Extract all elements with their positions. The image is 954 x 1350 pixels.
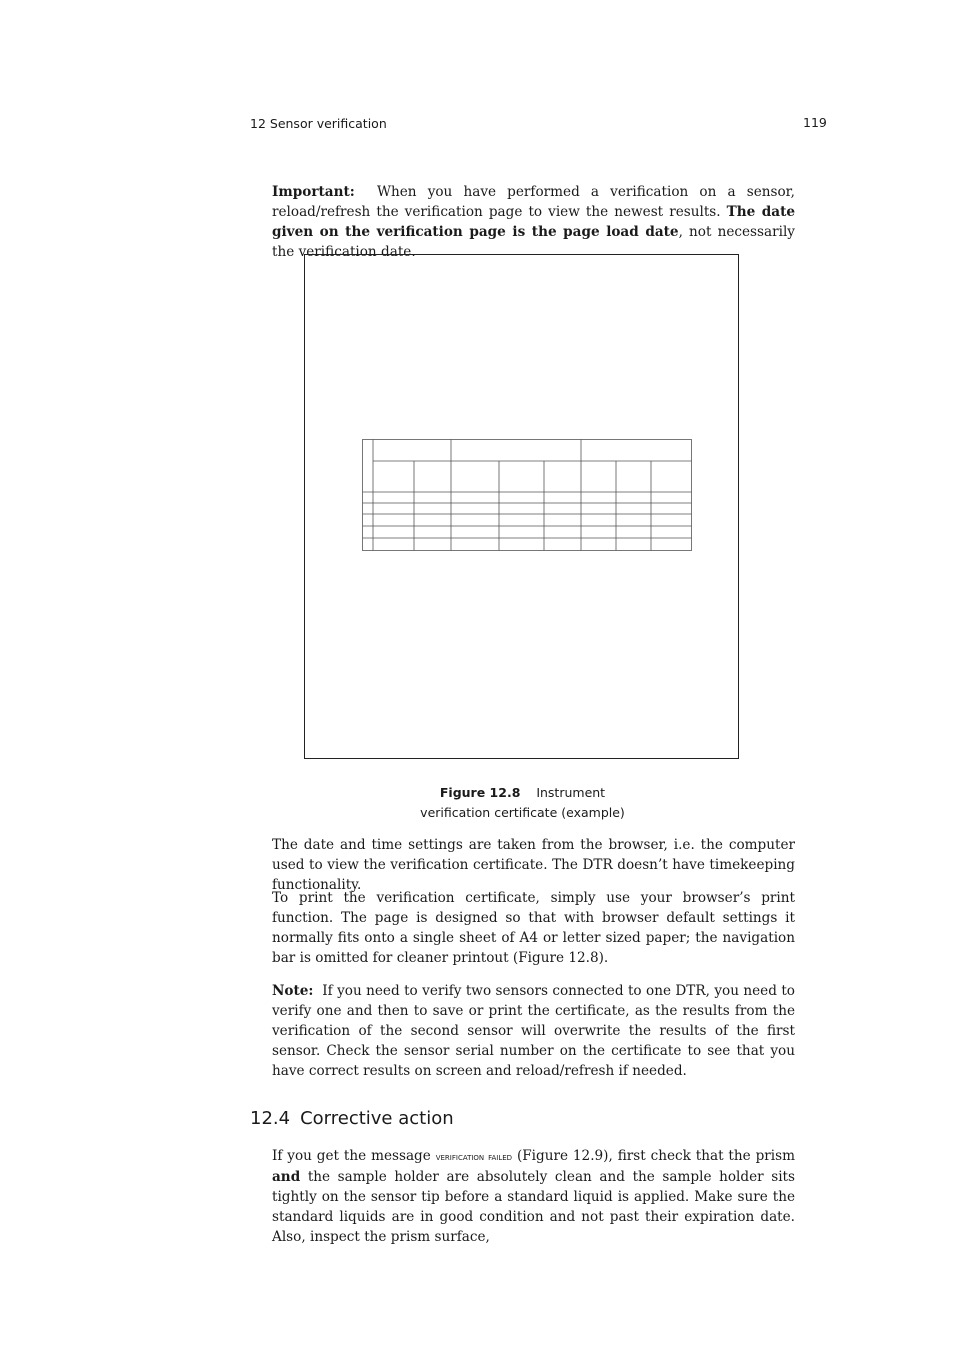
corrective-paragraph	[272, 1146, 795, 1247]
running-head: 12 Sensor verification	[250, 116, 387, 131]
note-label: Note:	[272, 983, 314, 999]
verification-failed-message: verification failed	[435, 1151, 513, 1163]
note-paragraph	[272, 981, 795, 1081]
section-heading	[250, 1108, 454, 1129]
note-text: If you need to verify two sensors connected to one DTR, you need to verify one and then to save or print the certificate, as the results from the verification of the second sensor will overwrite the results of the first sensor. Check the sensor serial number on the certificate to see that you have correct results on screen and reload/refresh if needed.	[272, 983, 795, 1079]
corrective-bold-and: and	[272, 1169, 301, 1185]
important-bold-text: The date given on the verification page is the page load date	[272, 204, 795, 240]
section-title: Corrective action	[300, 1108, 454, 1129]
print-paragraph: To print the verification certificate, simply use your browser’s print function. The page is designed so that with browser default settings it normally fits onto a single sheet of A4 or letter sized paper; the navigation bar is omitted for cleaner printout (Figure 12.8).	[272, 890, 795, 966]
certificate-table-image	[362, 439, 692, 551]
important-label: Important:	[272, 184, 355, 200]
important-text-end: , not necessarily the verification date.	[272, 224, 795, 260]
corrective-text-ref: (Figure 12.9), first check that the prism	[516, 1148, 795, 1164]
page-number: 119	[803, 115, 827, 130]
figure-caption-line2: verification certificate (example)	[420, 805, 625, 820]
important-paragraph	[272, 182, 795, 262]
corrective-text-end: the sample holder are absolutely clean and the sample holder sits tightly on the sensor tip before a standard liquid is applied. Make sure the standard liquids are in good condition and not past their expiration date. Also, inspect the prism surface,	[272, 1169, 795, 1245]
important-text: When you have performed a verification on a sensor, reload/refresh the verification page to view the newest results.	[272, 184, 795, 220]
corrective-text-start: If you get the message	[272, 1148, 431, 1164]
figure-caption-line1: Instrument	[536, 785, 606, 800]
section-number: 12.4	[250, 1108, 291, 1129]
figure-caption	[304, 783, 741, 823]
date-settings-paragraph: The date and time settings are taken from the browser, i.e. the computer used to view the verification certificate. The DTR doesn’t have timekeeping functionality.	[272, 837, 795, 893]
figure-label: Figure 12.8	[439, 785, 521, 800]
table-outline	[363, 440, 692, 551]
